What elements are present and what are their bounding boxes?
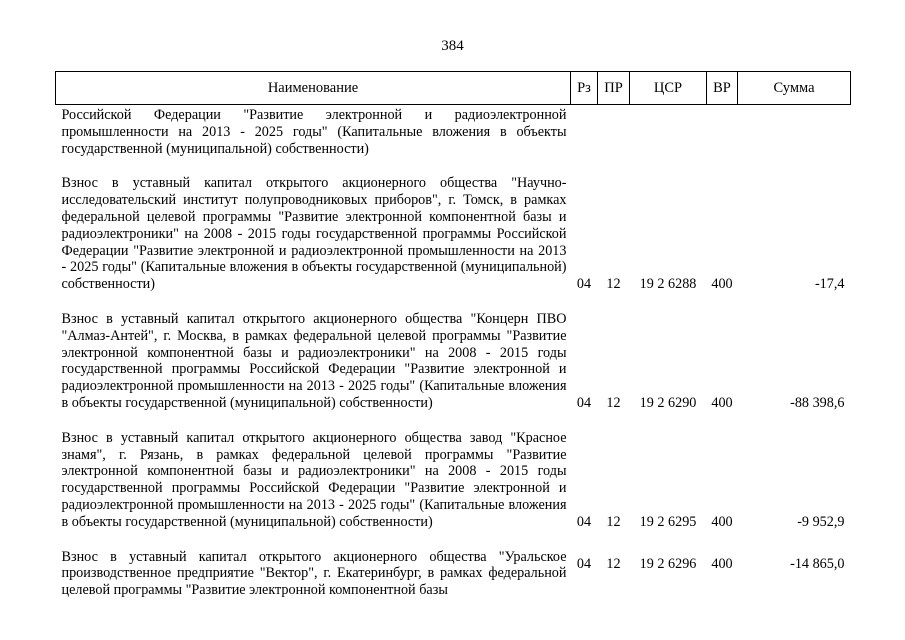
row-csr: 19 2 6296 <box>639 556 697 573</box>
column-header-csr: ЦСР <box>630 72 707 105</box>
row-pr: 12 <box>606 556 621 573</box>
row-name: Взнос в уставный капитал открытого акционерного общества "Научно-исследовательский институт полупроводниковых приборов", г. Томск, в рамках федеральной целевой программы "Развитие электронной компонентной базы и радиоэлектроники" на 2008 - 2015 годы государственной программы Российской Федерации "Развитие электронной и радиоэлектронной промышленности на 2013 - 2025 годы" (Капитальные вложения в объекты государственной (муниципальной) собственности) <box>61 175 567 293</box>
column-header-rz: Рз <box>571 72 598 105</box>
row-csr <box>630 105 707 158</box>
table-header-row <box>56 72 851 105</box>
row-rz: 04 <box>576 513 592 530</box>
table-row <box>56 412 851 531</box>
page-number: 384 <box>441 38 464 54</box>
row-vr: 400 <box>711 394 733 411</box>
column-header-pr: ПР <box>598 72 630 105</box>
row-sum: -14 865,0 <box>790 556 845 573</box>
row-vr: 400 <box>711 276 733 293</box>
table-row <box>56 293 851 412</box>
column-header-vr: ВР <box>707 72 738 105</box>
row-rz: 04 <box>576 276 592 293</box>
row-rz <box>571 105 598 158</box>
row-sum <box>738 105 851 158</box>
table-row <box>56 157 851 293</box>
table-row <box>56 105 851 158</box>
column-header-name: Наименование <box>56 72 571 105</box>
row-pr: 12 <box>606 276 621 293</box>
row-vr <box>707 105 738 158</box>
row-pr: 12 <box>606 394 621 411</box>
table-row <box>56 531 851 599</box>
row-vr: 400 <box>711 513 733 530</box>
row-sum: -88 398,6 <box>790 394 845 411</box>
row-vr: 400 <box>711 556 733 573</box>
row-name: Взнос в уставный капитал открытого акционерного общества "Концерн ПВО "Алмаз-Антей", г. Москва, в рамках федеральной целевой программы "Развитие электронной компонентной базы и радиоэлектроники" на 2008 - 2015 годы государственной программы Российской Федерации "Развитие электронной и радиоэлектронной промышленности на 2013 - 2025 годы" (Капитальные вложения в объекты государственной (муниципальной) собственности) <box>61 310 567 411</box>
row-rz: 04 <box>576 556 592 573</box>
row-pr <box>598 105 630 158</box>
row-csr: 19 2 6290 <box>639 394 697 411</box>
row-csr: 19 2 6288 <box>639 276 697 293</box>
row-name: Российской Федерации "Развитие электронной и радиоэлектронной промышленности на 2013 - 2025 годы" (Капитальные вложения в объекты государственной (муниципальной) собственности) <box>61 107 567 157</box>
row-name: Взнос в уставный капитал открытого акционерного общества завод "Красное знамя", г. Рязань, в рамках федеральной целевой программы "Развитие электронной компонентной базы и радиоэлектроники" на 2008 - 2015 годы государственной программы Российской Федерации "Развитие электронной и радиоэлектронной промышленности на 2013 - 2025 годы" (Капитальные вложения в объекты государственной (муниципальной) собственности) <box>61 429 567 530</box>
row-pr: 12 <box>606 513 621 530</box>
row-csr: 19 2 6295 <box>639 513 697 530</box>
budget-table <box>55 71 851 599</box>
row-name: Взнос в уставный капитал открытого акционерного общества "Уральское производственное предприятие "Вектор", г. Екатеринбург, в рамках федеральной целевой программы "Развитие электронной компонентной базы <box>61 548 567 599</box>
row-sum: -17,4 <box>814 276 845 293</box>
row-rz: 04 <box>576 394 592 411</box>
column-header-sum: Сумма <box>738 72 851 105</box>
row-sum: -9 952,9 <box>797 513 845 530</box>
